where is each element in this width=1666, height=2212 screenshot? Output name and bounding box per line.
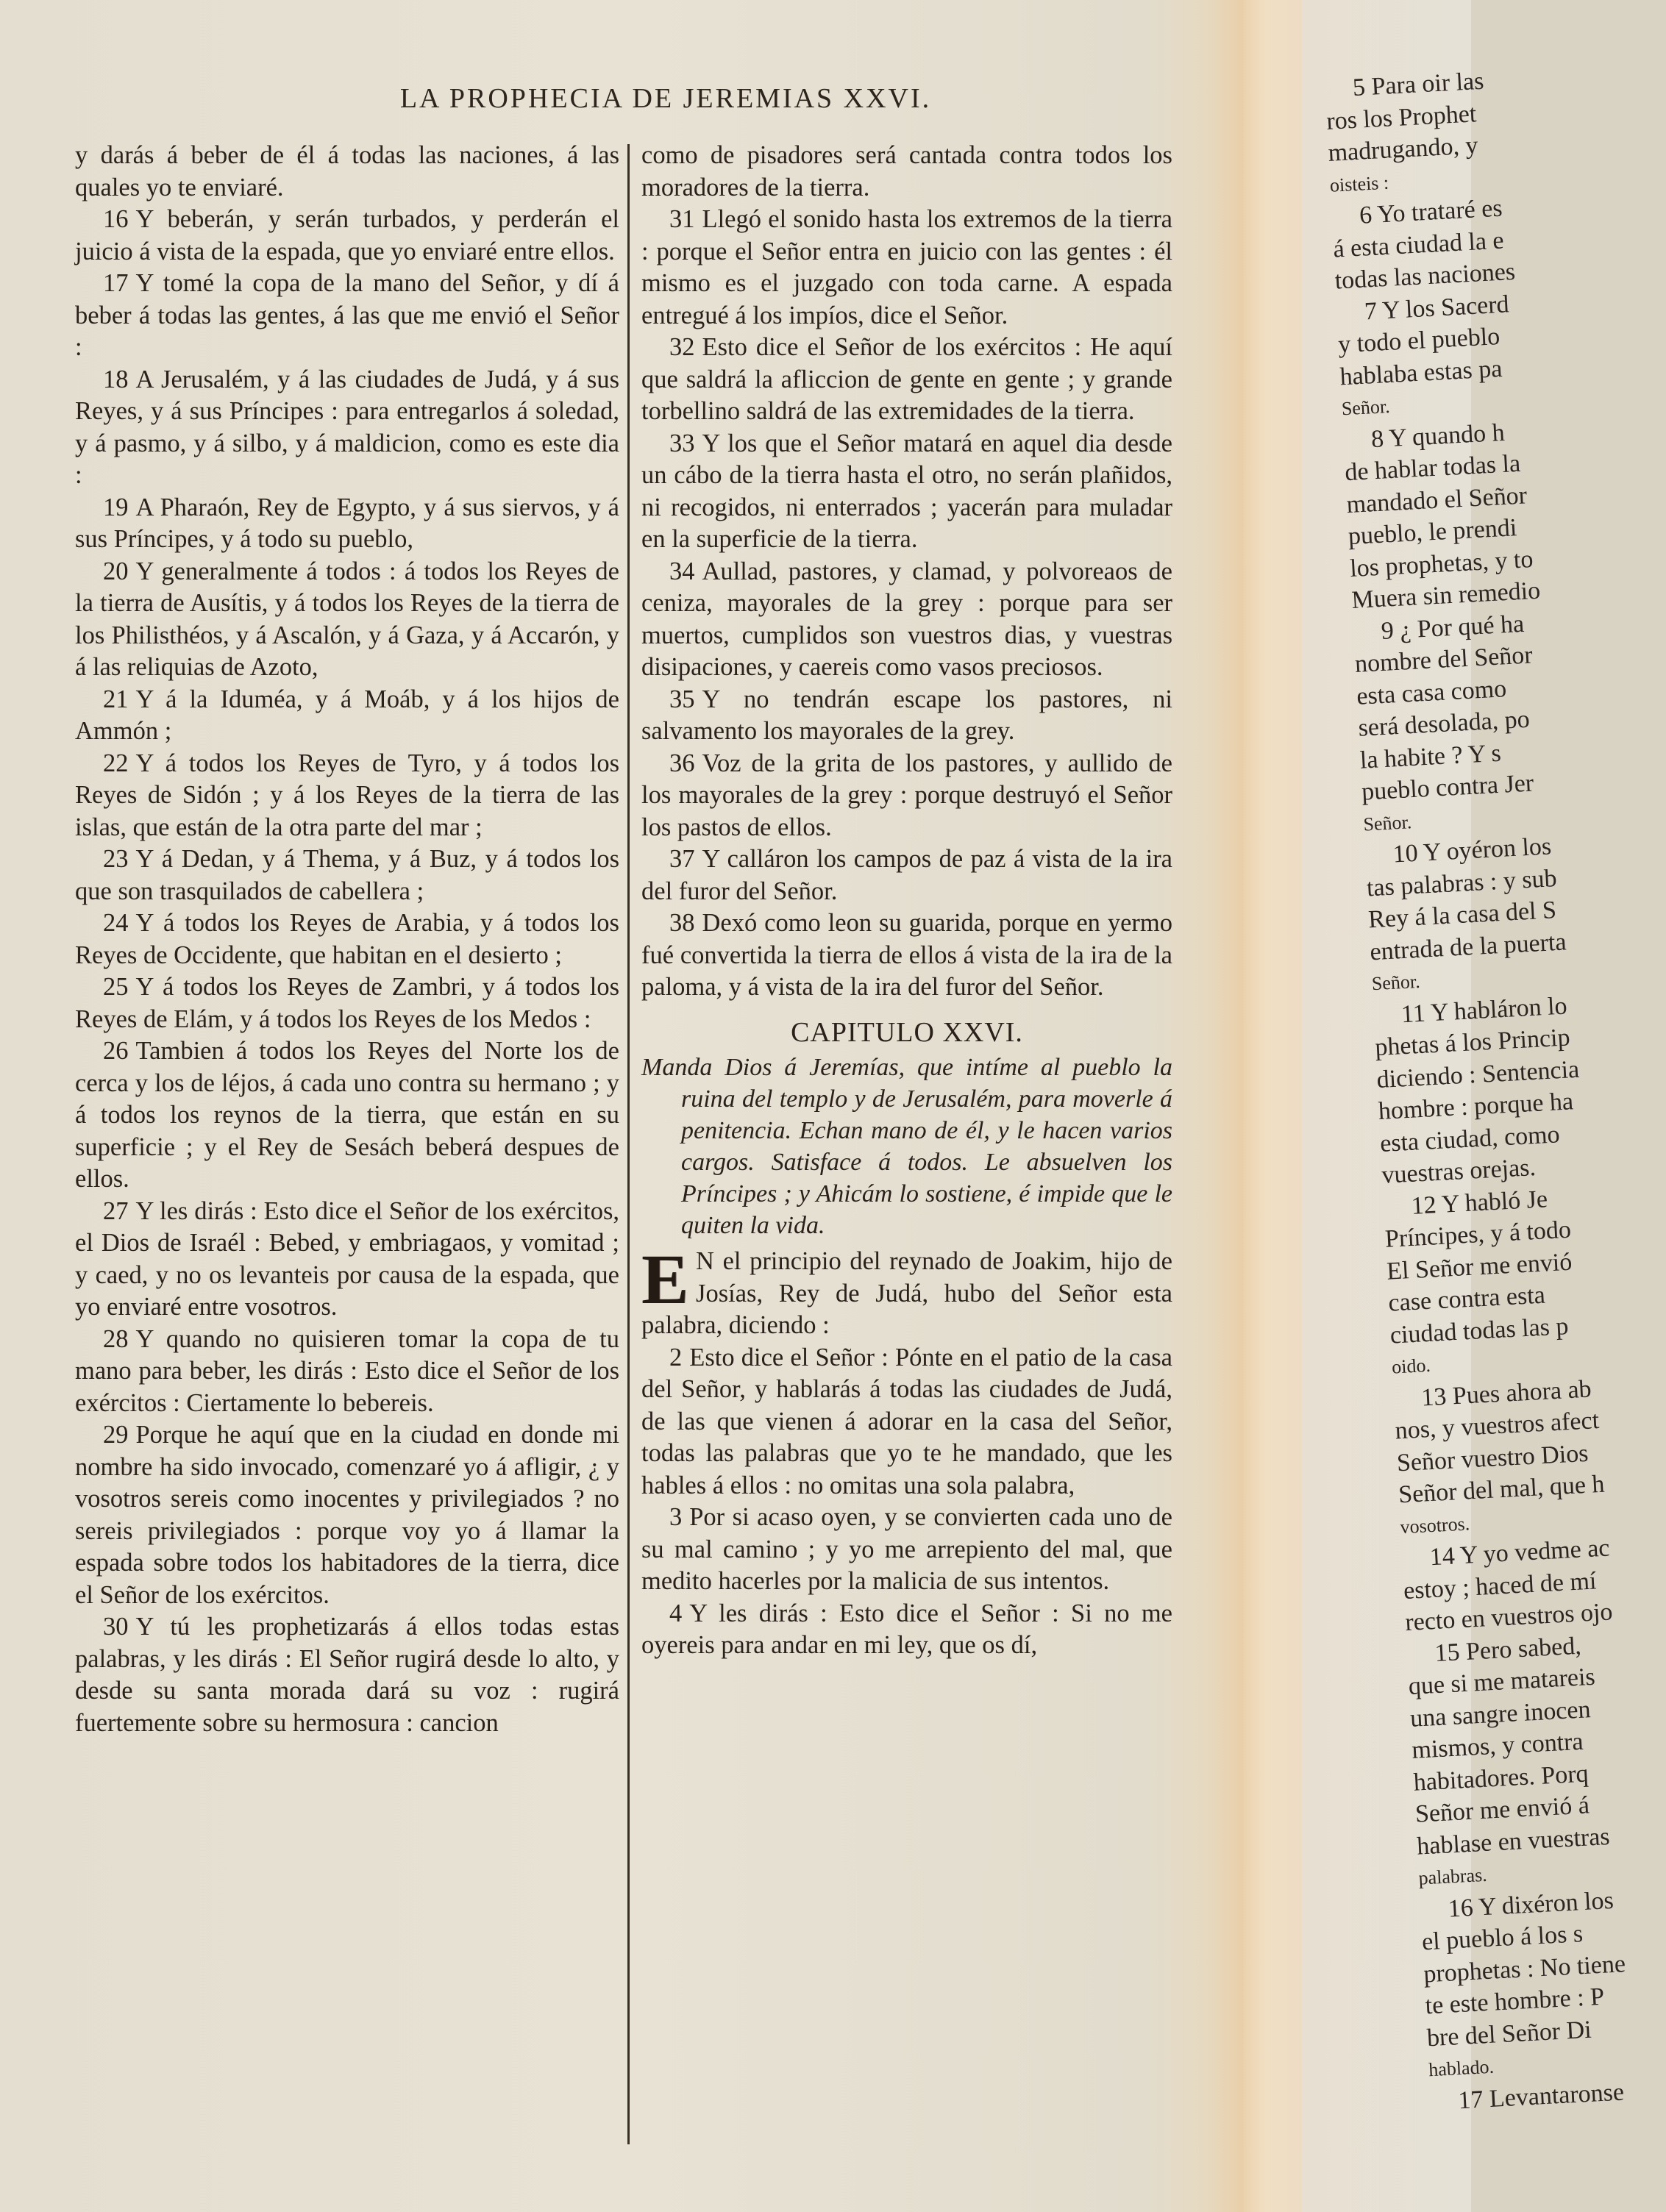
facing-page-line: que si me matareis (1407, 1663, 1596, 1700)
verse-text: Por si acaso oyen, y se convierten cada uno de su mal camino ; y yo me arrepiento del mal, que medito hacerles por la malicia de sus intentos. (641, 1503, 1172, 1595)
facing-page-line: 9 ¿ Por qué ha (1380, 610, 1525, 645)
verse-23 (75, 843, 619, 907)
facing-page-line: Señor. (1371, 970, 1421, 995)
verse-text: Y calláron los campos de paz á vista de la ira del furor del Señor. (641, 845, 1172, 905)
facing-page-line: 11 Y habláron lo (1400, 991, 1568, 1028)
facing-page-line: diciendo : Sentencia (1375, 1055, 1580, 1093)
facing-page-line: Señor me envió á (1414, 1791, 1590, 1828)
facing-page-line: 10 Y oyéron los (1392, 832, 1553, 868)
verse-number: 4 (669, 1599, 683, 1627)
facing-page-line: El Señor me envió (1386, 1248, 1573, 1285)
facing-page-line: 6 Yo trataré es (1359, 194, 1503, 229)
verse-number: 23 (103, 845, 129, 873)
right-column (641, 140, 1172, 1662)
verse-continuation (641, 140, 1172, 204)
column-divider (627, 144, 630, 2144)
verse-32 (641, 332, 1172, 428)
facing-page-line: 16 Y dixéron los (1447, 1886, 1615, 1923)
verse-text: Y á todos los Reyes de Tyro, y á todos los Reyes de Sidón ; y á los Reyes de la tierra de las islas, que están de la otra parte del mar ; (75, 749, 619, 841)
verse-22 (75, 748, 619, 844)
facing-page-line: Señor. (1362, 810, 1412, 835)
book-page-right-partial (1302, 0, 1626, 2212)
chapter-25-ending (641, 140, 1172, 1004)
facing-page-line: esta ciudad, como (1379, 1120, 1561, 1157)
verse-text: Y á todos los Reyes de Arabia, y á todos los Reyes de Occidente, que habitan en el desierto ; (75, 909, 619, 969)
verse-27 (75, 1196, 619, 1324)
verse-29 (75, 1419, 619, 1611)
facing-page-line: bre del Señor Di (1426, 2016, 1592, 2052)
running-head-text: LA PROPHECIA DE JEREMIAS XXVI. (399, 83, 932, 114)
facing-page-line: recto en vuestros ojo (1404, 1598, 1614, 1637)
facing-page-line: 14 Y yo vedme ac (1428, 1534, 1611, 1571)
facing-page-line: phetas á los Princip (1374, 1024, 1571, 1062)
facing-page-line: y todo el pueblo (1337, 323, 1501, 359)
verse-28 (75, 1324, 619, 1420)
verse-text: Llegó el sonido hasta los extremos de la tierra : porque el Señor entra en juicio con las gentes : él mismo es el juzgado con toda carne. A espada entregué á los impíos, dice el Señor. (641, 205, 1172, 329)
verse-number: 16 (103, 205, 129, 233)
chapter-26-verses (641, 1342, 1172, 1662)
verse-text: Aullad, pastores, y clamad, y polvoreaos de ceniza, mayorales de la grey : porque para ser muertos, cumplidos son vuestros dias, y vuestras disipaciones, y caereis como vasos preciosos. (641, 557, 1172, 681)
verse-text: Tambien á todos los Reyes del Norte los de cerca y los de léjos, á cada uno contra su hermano ; y á todos los reynos de la tierra, que están en su superficie ; y el Rey de Sesách beberá despues de ellos. (75, 1037, 619, 1193)
verse-text: Y los que el Señor matará en aquel dia desde un cábo de la tierra hasta el otro, no serán plañidos, ni recogidos, ni enterrados ; yacerán para muladar en la superficie de la tierra. (641, 429, 1172, 553)
verse-19 (75, 492, 619, 556)
verse-number: 38 (669, 909, 695, 937)
verse-number: 31 (669, 205, 695, 233)
verse-number: 33 (669, 429, 695, 457)
verse-text: Y á Dedan, y á Thema, y á Buz, y á todos los que son trasquilados de cabellera ; (75, 845, 619, 905)
facing-page-line: madrugando, y (1327, 132, 1479, 167)
verse-text: como de pisadores será cantada contra todos los moradores de la tierra. (641, 141, 1172, 201)
verse-number: 24 (103, 909, 129, 937)
facing-page-line: oido. (1391, 1354, 1431, 1378)
facing-page-line: hombre : porque ha (1378, 1088, 1574, 1126)
verse-number: 37 (669, 845, 695, 873)
facing-page-line: mandado el Señor (1345, 481, 1528, 518)
verse-number: 36 (669, 749, 695, 777)
verse-17 (75, 268, 619, 364)
verse-text: Y á la Iduméa, y á Moáb, y á los hijos de Ammón ; (75, 685, 619, 745)
verse-number: 29 (103, 1421, 129, 1449)
verse-number: 3 (669, 1503, 683, 1531)
verse-text: Esto dice el Señor de los exércitos : He aquí que saldrá la afliccion de gente en gente ; y grande torbellino saldrá de las extremidades de la tierra. (641, 333, 1172, 425)
facing-page-line: Príncipes, y á todo (1384, 1216, 1572, 1253)
facing-page-line: todas las naciones (1334, 257, 1516, 295)
facing-page-line: á esta ciudad la e (1332, 226, 1505, 263)
facing-page-line: palabras. (1417, 1863, 1488, 1889)
facing-page-line: esta casa como (1356, 674, 1507, 710)
verse-number: 26 (103, 1037, 129, 1065)
verse-text: Y beberán, y serán turbados, y perderán el juicio á vista de la espada, que yo enviaré entre ellos. (75, 205, 619, 265)
verse-number: 35 (669, 685, 695, 713)
verse-18 (75, 364, 619, 492)
facing-page-line: Señor del mal, que h (1398, 1470, 1606, 1509)
facing-page-line: 7 Y los Sacerd (1364, 290, 1510, 326)
facing-page-line: estoy ; haced de mí (1403, 1566, 1598, 1605)
facing-page-line: nos, y vuestros afect (1394, 1406, 1600, 1445)
verse-text: Y no tendrán escape los pastores, ni salvamento los mayorales de la grey. (641, 685, 1172, 745)
verse-26 (75, 1035, 619, 1196)
verse-text: Porque he aquí que en la ciudad en donde mi nombre ha sido invocado, comenzaré yo á afligir, ¿ y vosotros sereis como inocentes y privilegiados ? no sereis privilegiados : porque voy yo á llamar la espada sobre todos los habitadores de la tierra, dice el Señor de los exércitos. (75, 1421, 619, 1609)
chapter-title: CAPITULO XXVI. (791, 1016, 1023, 1048)
facing-page-line: 8 Y quando h (1370, 418, 1506, 453)
facing-page-line: será desolada, po (1357, 705, 1531, 742)
facing-page-line: Rey á la casa del S (1367, 896, 1557, 934)
chapter-summary: Manda Dios á Jeremías, que intíme al pueblo la ruina del templo y de Jerusalém, para moverle á penitencia. Echan mano de él, y le hacen varios cargos. Satisface á todos. Le absuelven los Príncipes ; y Ahicám lo sostiene, é impide que le quiten la vida. (641, 1054, 1172, 1239)
verse-text: Y tomé la copa de la mano del Señor, y dí á beber á todas las gentes, á las que me envió el Señor : (75, 269, 619, 361)
verse-2 (641, 1342, 1172, 1502)
verse-text: A Pharaón, Rey de Egypto, y á sus siervos, y á sus Príncipes, y á todo su pueblo, (75, 493, 619, 553)
verse-text: Dexó como leon su guarida, porque en yermo fué convertida la tierra de ellos á vista de la ira de la paloma, y á vista de la ira del furor del Señor. (641, 909, 1172, 1001)
verse-number: 32 (669, 333, 695, 361)
facing-page-line: pueblo contra Jer (1361, 769, 1534, 806)
facing-page-line: de hablar todas la (1344, 449, 1521, 487)
verse-text: Y les dirás : Esto dice el Señor : Si no me oyereis para andar en mi ley, que os dí, (641, 1599, 1172, 1659)
verse-33 (641, 428, 1172, 556)
facing-page-line: 15 Pero sabed, (1434, 1632, 1582, 1667)
facing-page-line: 12 Y habló Je (1410, 1185, 1548, 1220)
verse-text: Y tú les prophetizarás á ellos todas estas palabras, y les dirás : El Señor rugirá desde lo alto, y desde su santa morada dará su voz : rugirá fuertemente sobre su hermosura : cancion (75, 1613, 619, 1737)
facing-page-line: pueblo, le prendi (1348, 514, 1518, 551)
verse-text: Y quando no quisieren tomar la copa de tu mano para beber, les dirás : Esto dice el Señor de los exércitos : Ciertamente lo bebereis. (75, 1324, 619, 1417)
verse-1-text: N el principio del reynado de Joakim, hijo de Josías, Rey de Judá, hubo del Señor esta palabra, diciendo : (641, 1247, 1172, 1339)
facing-page-line: Muera sin remedio (1350, 577, 1541, 614)
facing-page-line: Señor. (1341, 395, 1391, 420)
verse-16 (75, 204, 619, 268)
verse-text: y darás á beber de él á todas las naciones, á las quales yo te enviaré. (75, 141, 619, 201)
facing-page-line: oisteis : (1329, 171, 1389, 196)
verse-25 (75, 971, 619, 1035)
facing-page-line: 13 Pues ahora ab (1420, 1374, 1592, 1412)
verse-text: Y les dirás : Esto dice el Señor de los exércitos, el Dios de Israél : Bebed, y embriagaos, y vomitad ; y caed, y no os levanteis por causa de la espada, que yo enviaré entre vosotros. (75, 1196, 619, 1321)
facing-page-line: Señor vuestro Dios (1396, 1439, 1590, 1477)
verse-number: 30 (103, 1613, 129, 1641)
facing-page-line: hablaba estas pa (1339, 354, 1503, 390)
drop-cap-initial: E (641, 1240, 689, 1319)
facing-page-line: 5 Para oir las (1352, 67, 1485, 101)
facing-page-line: nombre del Señor (1354, 641, 1534, 678)
verse-number: 2 (669, 1343, 683, 1371)
verse-21 (75, 684, 619, 748)
verse-number: 34 (669, 557, 695, 585)
facing-page-line: una sangre inocen (1409, 1695, 1592, 1733)
verse-4 (641, 1598, 1172, 1662)
facing-page-line: habitadores. Porq (1412, 1759, 1590, 1797)
facing-page-line: hablado. (1428, 2055, 1495, 2081)
facing-page-line: hablase en vuestras (1416, 1822, 1611, 1860)
verse-text: Esto dice el Señor : Pónte en el patio de la casa del Señor, y hablarás á todas las ciudades de Judá, de las que vienen á adorar en la casa del Señor, todas las palabras que yo te he mandado, que les hables á ellos : no omitas una sola palabra, (641, 1343, 1172, 1499)
facing-page-line: prophetas : No tiene (1423, 1949, 1626, 1988)
verse-number: 21 (103, 685, 129, 713)
verse-37 (641, 843, 1172, 907)
verse-text: Y generalmente á todos : á todos los Reyes de la tierra de Ausítis, y á todos los Reyes de la tierra de los Philisthéos, y á Ascalón, y á Gaza, y á Accarón, y á las reliquias de Azoto, (75, 557, 619, 681)
verse-1 (641, 1240, 1172, 1342)
verse-number: 28 (103, 1324, 129, 1353)
verse-3 (641, 1502, 1172, 1598)
facing-page-text (1324, 61, 1666, 2118)
facing-page-line: vuestras orejas. (1381, 1153, 1537, 1189)
facing-page-line: vosotros. (1399, 1512, 1470, 1538)
verse-31 (641, 204, 1172, 332)
facing-page-line: la habite ? Y s (1359, 739, 1502, 774)
verse-35 (641, 684, 1172, 748)
verse-number: 17 (103, 269, 129, 297)
facing-page-line: entrada de la puerta (1369, 927, 1567, 966)
book-gutter (1243, 0, 1302, 2212)
verse-30 (75, 1611, 619, 1739)
facing-page-line: mismos, y contra (1411, 1727, 1584, 1764)
verse-number: 27 (103, 1196, 129, 1225)
facing-page-line: el pueblo á los s (1421, 1920, 1584, 1956)
left-column (75, 140, 619, 1739)
verse-text: Y á todos los Reyes de Zambri, y á todos los Reyes de Elám, y á todos los Reyes de los Medos : (75, 973, 619, 1033)
verse-text: A Jerusalém, y á las ciudades de Judá, y á sus Reyes, y á sus Príncipes : para entregarlos á soledad, y á pasmo, y á silbo, y á maldicion, como es este dia : (75, 365, 619, 489)
verse-34 (641, 556, 1172, 684)
verse-38 (641, 907, 1172, 1004)
verse-number: 18 (103, 365, 129, 393)
facing-page-line: te este hombre : P (1424, 1983, 1605, 2020)
facing-page-line: ciudad todas las p (1389, 1312, 1570, 1349)
facing-page-line: tas palabras : y sub (1366, 864, 1558, 902)
verse-number: 25 (103, 973, 129, 1001)
facing-page-line: case contra esta (1387, 1281, 1546, 1317)
facing-page-line: 17 Levantaronse (1457, 2077, 1625, 2114)
verse-36 (641, 748, 1172, 844)
verse-number: 19 (103, 493, 129, 521)
verse-number: 22 (103, 749, 129, 777)
facing-page-line: ros los Prophet (1325, 99, 1478, 135)
running-head (0, 82, 1243, 115)
facing-page-line: los prophetas, y to (1349, 545, 1534, 582)
verse-continuation (75, 140, 619, 204)
verse-text: Voz de la grita de los pastores, y aullido de los mayorales de la grey : porque destruyó el Señor los pastos de ellos. (641, 749, 1172, 841)
verse-number: 20 (103, 557, 129, 585)
verse-24 (75, 907, 619, 971)
verse-20 (75, 556, 619, 684)
